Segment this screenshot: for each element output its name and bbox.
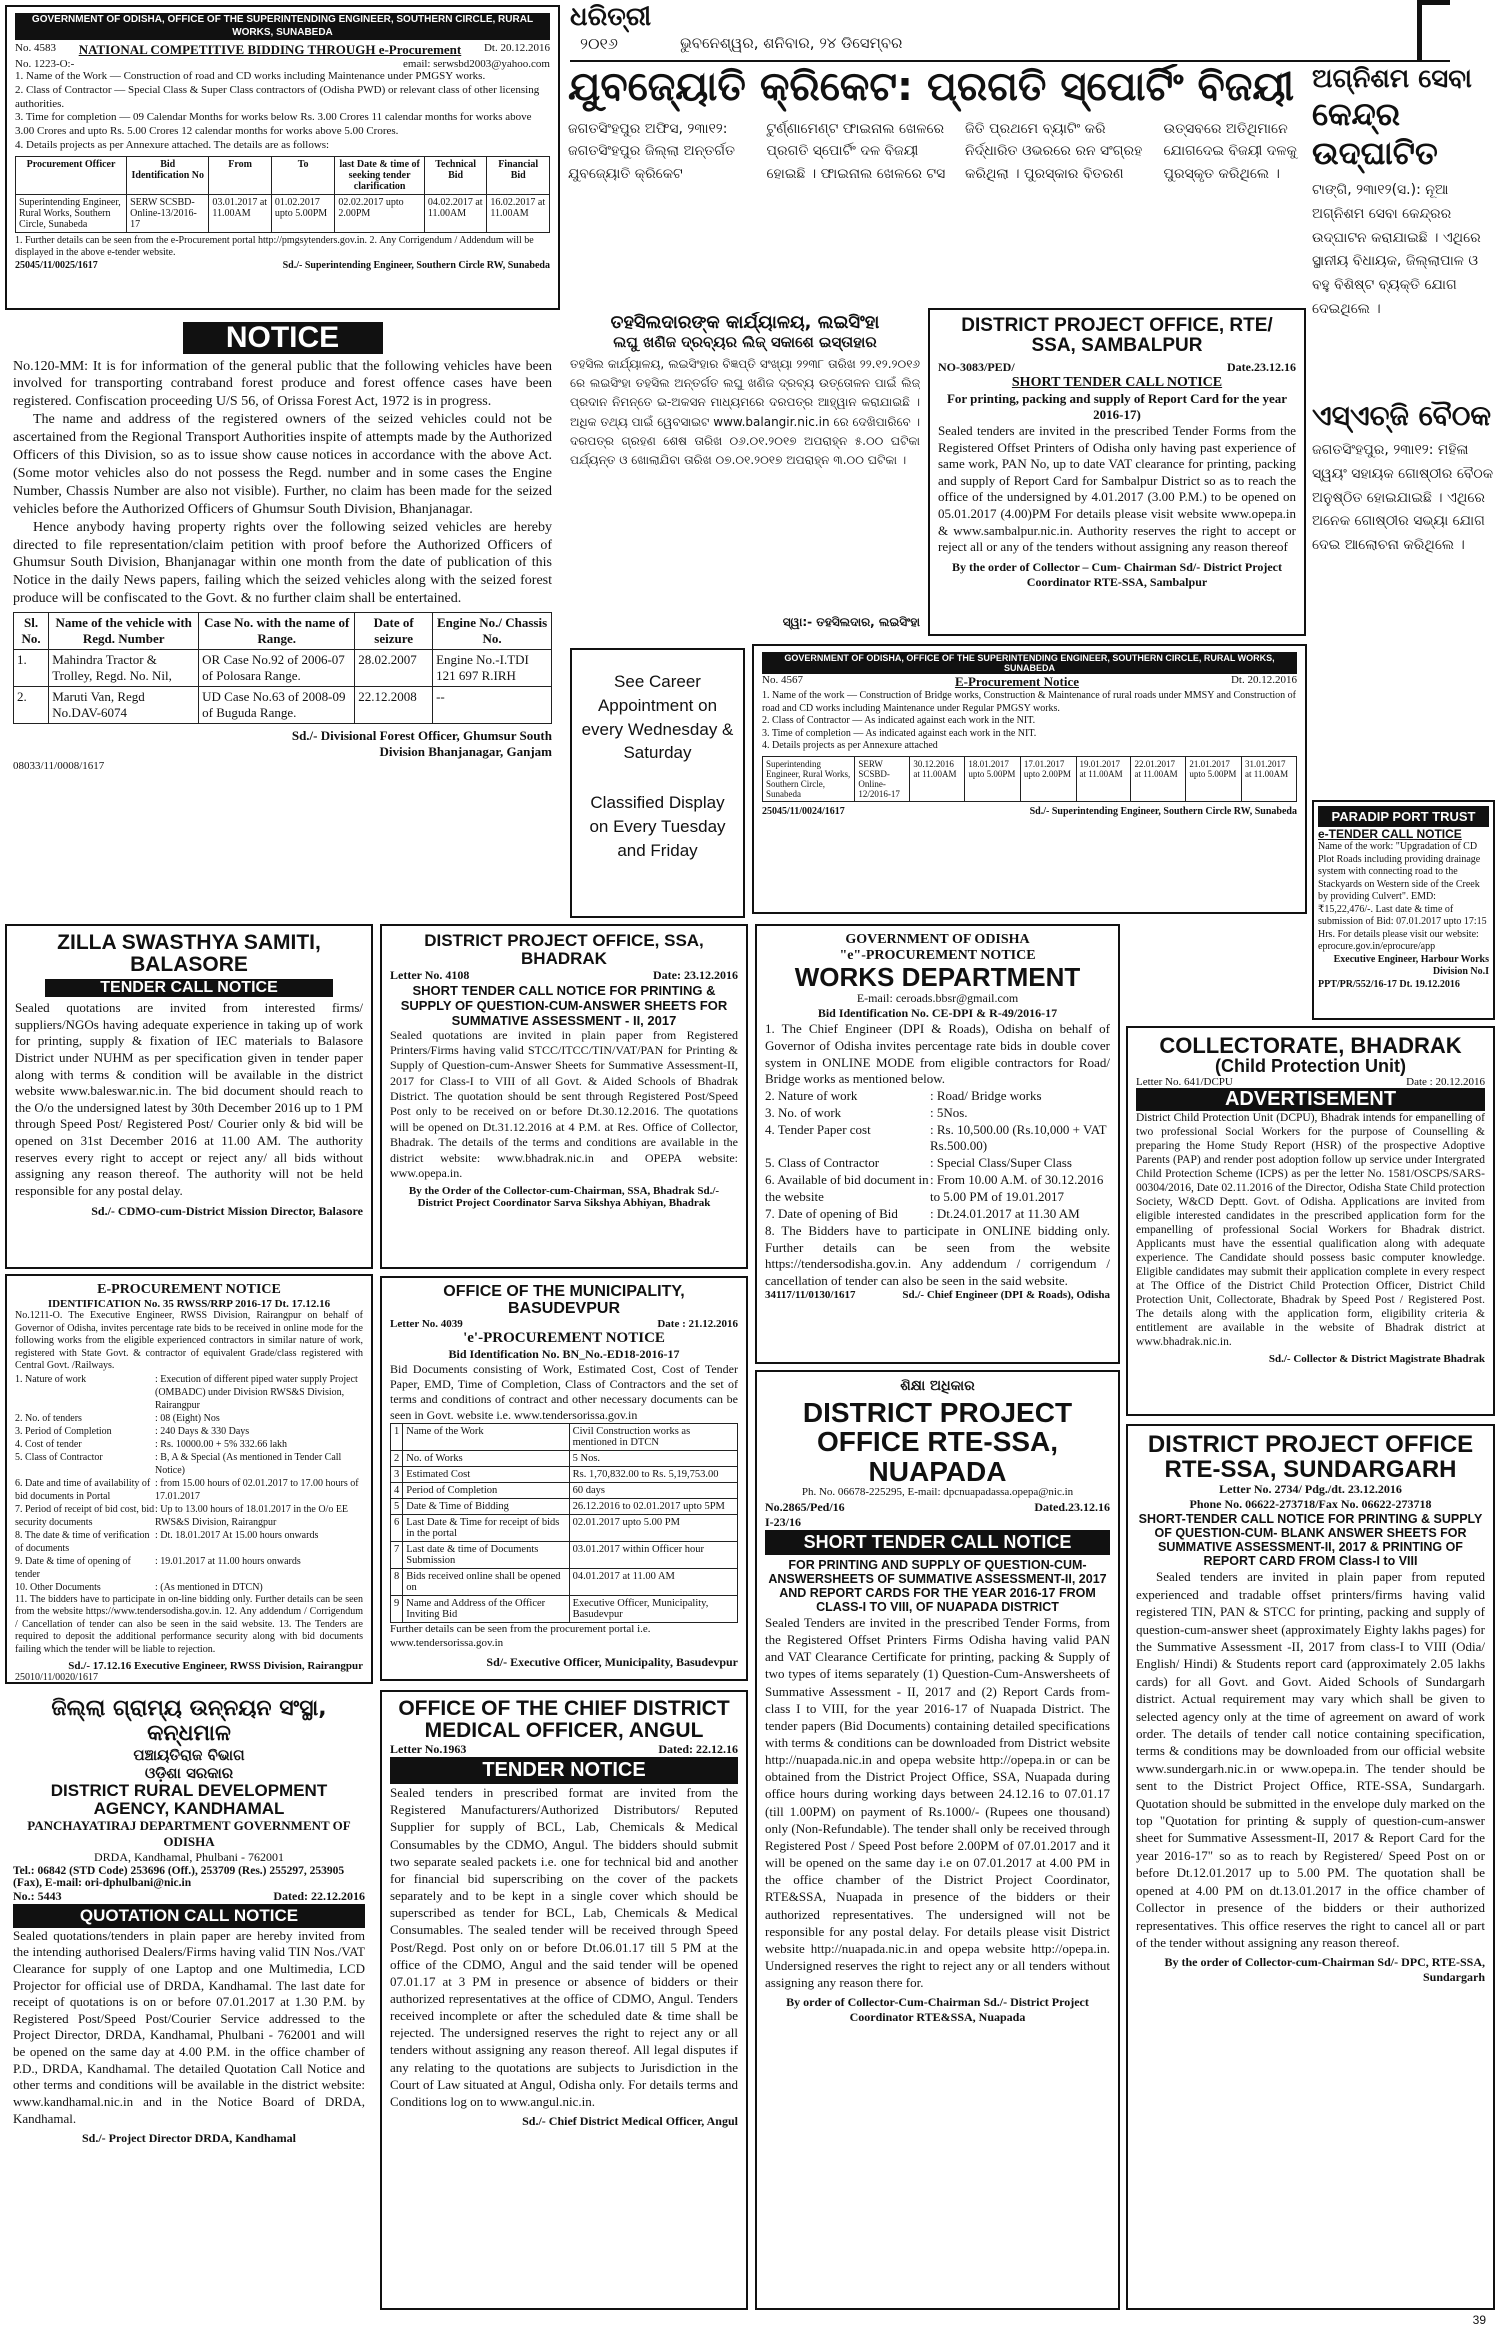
kandhamal-odia-1: ଜିଲ୍ଲା ଗ୍ରାମ୍ୟ ଉନ୍ନୟନ ସଂସ୍ଥା, କନ୍ଧମାଳ (51, 1696, 327, 1746)
rwss-spec: 1. Nature of work : Execution of different piped water supply Project (OMBADC) under Division RWS&S Division, Rairangpur (15, 1373, 358, 1411)
works-spec: 6. Available of bid document in the website : From 10.00 A.M. of 30.12.2016 to 5.00 PM of 19.01.2017 (765, 1172, 1104, 1205)
works-dept-notice (755, 924, 1120, 1364)
bridge-title: E-Procurement Notice (954, 674, 1079, 689)
basudevpur-bid: Bid Identification No. BN_No.-ED18-2016-17 (448, 1346, 680, 1361)
sambalpur-title: DISTRICT PROJECT OFFICE, RTE/ SSA, SAMBALPUR (961, 315, 1273, 356)
rwss-spec: 5. Class of Contractor : B, A & Special (As mentioned in Tender Call Notice) (15, 1451, 342, 1476)
balasore-sig: Sd./- CDMO-cum-District Mission Director, Balasore (91, 1203, 363, 1218)
nuapada-date: Dated.23.12.16 (1034, 1499, 1110, 1514)
tahasil-subtitle: ଲଘୁ ଖଣିଜ ଦ୍ରବ୍ୟର ଲିଜ୍ ସକାଶେ ଇସ୍ତାହାର (613, 333, 877, 351)
career-box (570, 648, 745, 918)
ncb-cell: 01.02.2017 upto 5.00PM (271, 194, 334, 232)
page-number: 39 (1472, 2313, 1486, 2327)
ncb-cell: Superintending Engineer, Rural Works, Southern Circle, Sunabeda (16, 194, 127, 232)
bridge-cell: 21.01.2017 upto 5.00PM (1186, 756, 1242, 801)
works-bid: Bid Identification No. CE-DPI & R-49/2016-17 (817, 1006, 1058, 1021)
shg-body: ଜଗତସିଂହପୁର, ୨୩ା୧୨: ମହିଳା ସ୍ୱୟଂ ସହାୟକ ଗୋଷ୍ଠୀର ବୈଠକ ଅନୁଷ୍ଠିତ ହୋଇଯାଇଛି । ଏଥିରେ ଅନେକ ଗୋଷ୍ଠୀର ସଭ୍ୟା ଯୋଗ ଦେଇ ଆଲୋଚନା କରିଥିଲେ । (1312, 442, 1494, 554)
kandhamal-tel: Tel.: 06842 (STD Code) 253696 (Off.), 253709 (Res.) 255297, 253905 (Fax), E-mail: ori-dphulbani@nic.in (13, 1864, 345, 1889)
collectorate-notice (1126, 1026, 1495, 1416)
basudevpur-title: OFFICE OF THE MUNICIPALITY, BASUDEVPUR (443, 1283, 685, 1317)
cricket-headline: ଯୁବଜ୍ୟୋତି କ୍ରିକେଟ: ପ୍ରଗତି ସ୍ପୋର୍ଟିଂ ବିଜୟୀ (568, 64, 1295, 110)
forest-col: Date of seizure (355, 613, 433, 650)
masthead (570, 0, 1450, 62)
tahasil-notice (570, 312, 920, 642)
rwss-notes: 11. The bidders have to participate in on-line bidding only. Further details can be seen from the website https://www.tendersodisha.gov.in. 12. Any addendum / Corrigendum / Cancellation of tender can also be seen in the said website. 13. The Tenders are required to deposit the additional performance security along with bid documents failing which the tender will be liable to rejection. (15, 1593, 363, 1655)
bridge-cell: SERW SCSBD-Online-12/2016-17 (855, 756, 910, 801)
bridge-code: 25045/11/0024/1617 (762, 805, 845, 817)
nuapada-sig: By order of Collector-Cum-Chairman Sd./- District Project Coordinator RTE&SSA, Nuapada (786, 1995, 1089, 2025)
works-title: WORKS DEPARTMENT (794, 962, 1081, 992)
balasore-body: Sealed quotations are invited from interested firms/ suppliers/NGOs having adequate experience in taking up of work for printing, supply & fixation of IEC materials to Balasore District under NUHM as per specification given in tender paper along with terms & condition will be available in the district website www.baleswar.nic.in. The bid document should reach to the O/o the undersigned latest by 30th December 2016 up to 1 PM through Speed Post/ Registered Post/ Courier only & bid will be opened on 31st December 2016 at 11.00 AM. The authority reserves every right to accept or reject any/ all bids without assigning any reason thereof. The authority will not be held responsible for any postal delay. (15, 1000, 363, 1198)
rwss-spec: 4. Cost of tender : Rs. 10000.00 + 5% 332.66 lakh (15, 1438, 288, 1450)
balasore-title: ZILLA SWASTHYA SAMITI, BALASORE (57, 931, 321, 977)
sundargarh-ph: Phone No. 06622-273718/Fax No. 06622-273718 (1189, 1497, 1432, 1512)
bridge-cell: 30.12.2016 at 11.00AM (910, 756, 965, 801)
collectorate-sub: (Child Protection Unit) (1215, 1056, 1406, 1077)
nuapada-logo: ଶିକ୍ଷା ଅଧିକାର (900, 1378, 975, 1394)
nuapada-title: DISTRICT PROJECT OFFICE RTE-SSA, NUAPADA (802, 1397, 1073, 1487)
rwss-id: IDENTIFICATION No. 35 RWSS/RRP 2016-17 Dt. 17.12.16 (47, 1298, 331, 1310)
kandhamal-odia-3: ଓଡ଼ିଶା ସରକାର (144, 1764, 234, 1782)
paradip-title: PARADIP PORT TRUST (1318, 806, 1489, 827)
forest-notice-p1: No.120-MM: It is for information of the general public that the following vehicles have been involved for transporting contraband forest produce and forest offence cases have been registered. Confiscation proceeding U/S 56, of Orissa Forest Act, 1972 is in progress. (13, 358, 552, 410)
rwss-spec: 9. Date & time of opening of tender : 19.01.2017 at 11.00 hours onwards (15, 1555, 301, 1580)
table-row: 2 No. of Works 5 Nos. (391, 1451, 738, 1467)
bridge-line: 1. Name of the work — Construction of Bridge works, Construction & Maintenance of rural roads under MMSY and Construction of road and CD works including Maintenance under Regular PMGSY works. (762, 690, 1296, 714)
rwss-spec: 7. Period of receipt of bid cost, bid security documents : Up to 13.00 hours of 18.01.2017 in the O/o EE RWS&S Division, Rairangpur (15, 1503, 349, 1528)
bridge-eproc-notice (752, 644, 1307, 914)
angul-notice (380, 1690, 748, 2310)
bhadrak-ssa-title: DISTRICT PROJECT OFFICE, SSA, BHADRAK (424, 931, 704, 968)
ncb-meta (15, 42, 550, 58)
forest-notice-p2: The name and address of the registered owners of the seized vehicles could not be ascertained from the Regional Transport Authorities inspite of attempts made by the Authorized Officers of this Division, so as to issue show cause notices in accordance with the above Act. (Some motor vehicles also do not possess the Regd. number and in some cases the Engine Number, Chassis Number are also not visible). Further, no claim has been made for the seized vehicles before the Authorized Officers of Ghumsur South Division, Bhanjanagar. (13, 412, 552, 517)
bridge-cell: 17.01.2017 upto 2.00PM (1020, 756, 1076, 801)
forest-cell: 2. (14, 687, 49, 724)
paradip-sub: e-TENDER CALL NOTICE (1318, 827, 1462, 841)
bridge-line: 3. Time of completion — As indicated against each work in the NIT. (762, 727, 1037, 739)
ncb-date: Dt. 20.12.2016 (483, 42, 550, 54)
collectorate-date: Date : 20.12.2016 (1406, 1075, 1485, 1088)
rwss-spec: 3. Period of Completion : 240 Days & 330 Days (15, 1425, 250, 1437)
works-h1: GOVERNMENT OF ODISHA (845, 932, 1030, 947)
sundargarh-notice (1126, 1424, 1495, 2310)
forest-cell: Engine No.-I.TDI 121 697 R.IRH (433, 650, 552, 687)
table-row: 3 Estimated Cost Rs. 1,70,832.00 to Rs. 5,19,753.00 (391, 1467, 738, 1483)
angul-title: OFFICE OF THE CHIEF DISTRICT MEDICAL OFFICER, ANGUL (398, 1697, 730, 1743)
forest-cell: 28.02.2007 (355, 650, 433, 687)
collectorate-title: COLLECTORATE, BHADRAK (1159, 1033, 1462, 1058)
sambalpur-sig: By the order of Collector – Cum- Chairman Sd/- District Project Coordinator RTE-SSA, Sambalpur (952, 559, 1282, 589)
fire-article (1312, 64, 1495, 794)
nuapada-ref: I-23/16 (765, 1514, 801, 1529)
basudevpur-date: Date : 21.12.2016 (657, 1317, 738, 1330)
ncb-cell: 02.02.2017 upto 2.00PM (335, 194, 424, 232)
collectorate-body: District Child Protection Unit (DCPU), Bhadrak intends for empanelling of two professional Social Workers for the purpose of Counselling & preparing the Home Study Report (HSR) of the prospective Adoptive Parents (PAP) and render post adoption follow up service under Intergrated Child Protection Scheme (ICPS) as per the letter No. 1581/OSCPS/SARS-00304/2016, Date 02.11.2016 of the Director, Odisha State Child protection Society, W&CD Deptt. Govt. of Odisha. Applications are invited from eligible interested candidates in the prescribed application form for the empanelling of professional Social Workers for Bhadrak district. Applicants must have the essential qualification along with adequate experience. The Candidate should possess basic computer knowledge. Eligible candidates may submit their application complete in every respect at The Office of the District Child Protection Officer, District Child Protection Unit, Collectorate, Bhadrak by Speed Post / Registered Post. The details along with the application form, eligibility criteria & entitlement are available in the website of Bhadrak district at www.bhadrak.nic.in. (1136, 1111, 1485, 1349)
bridge-line: 4. Details projects as per Annexure attached (762, 740, 938, 751)
basudevpur-table (390, 1423, 738, 1623)
table-row (14, 687, 552, 724)
rwss-spec: 8. The date & time of verification of documents : Dt. 18.01.2017 At 15.00 hours onwards (15, 1529, 319, 1554)
works-email: E-mail: ceroads.bbsr@gmail.com (856, 991, 1019, 1006)
forest-col: Name of the vehicle with Regd. Number (49, 613, 199, 650)
fire-title: ଅଗ୍ନିଶମ ସେବା (1312, 64, 1472, 94)
collectorate-adv: ADVERTISEMENT (1136, 1088, 1485, 1111)
fire-title-2: କେନ୍ଦ୍ର ଉଦ୍‌ଘାଟିତ (1312, 95, 1438, 172)
bridge-cell: Superintending Engineer, Rural Works, Southern Circle, Sunabeda (763, 756, 855, 801)
bridge-no: No. 4567 (762, 674, 803, 686)
angul-sub: TENDER NOTICE (390, 1757, 738, 1784)
works-h2: "e"-PROCUREMENT NOTICE (839, 948, 1036, 963)
kandhamal-title: DISTRICT RURAL DEVELOPMENT AGENCY, KANDHAMAL (50, 1781, 328, 1818)
kandhamal-dept: PANCHAYATIRAJ DEPARTMENT GOVERNMENT OF ODISHA (27, 1817, 351, 1849)
tahasil-sig: ସ୍ୱା:- ତହସିଲଦାର, ଲଇସିଂହା (782, 615, 920, 629)
bridge-date: Dt. 20.12.2016 (1230, 674, 1297, 686)
ncb-sig: Sd./- Superintending Engineer, Southern Circle RW, Sunabeda (282, 259, 550, 271)
works-code: 34117/11/0130/1617 (765, 1289, 856, 1302)
ncb-col: From (209, 156, 272, 194)
bhadrak-ssa-no: Letter No. 4108 (390, 967, 470, 982)
kandhamal-odia-2: ପଞ୍ଚାୟତିରାଜ ବିଭାଗ (133, 1746, 245, 1764)
paradip-code: PPT/PR/552/16-17 Dt. 19.12.2016 (1318, 978, 1460, 990)
paradip-sig: Executive Engineer, Harbour Works Division No.I (1333, 953, 1489, 977)
kandhamal-sub: QUOTATION CALL NOTICE (13, 1904, 365, 1928)
basudevpur-foot: Further details can be seen from the procurement portal i.e. www.tendersorissa.gov.in (390, 1623, 651, 1649)
nuapada-body: Sealed Tenders are invited in the prescribed Tender Forms, from the Registered Offset Printers Firms Odisha having valid PAN and VAT Clearance Certificate for printing, packing & Supply of two types of items separately (1) Question-Cum-Answersheets of Summative Assessment - II, 2017 and (2) Report Cards from-class I to VIII, for the year 2016-17 of Nuapada District. The tender papers (Bid Documents) containing detailed specifications with terms & conditions can be downloaded from District website http://nuapada.nic.in and opepa website http://opepa.in or can be obtained from the District Project Office, SSA, Nuapada during office hours during working days between 24.12.16 to 07.01.17 (till 1.00PM) on payment of Rs.1000/- (Rupees one thousand) only (Non-Refundable). The tender shall only be received through Registered Post / Speed Post before 2.00PM of 07.01.2017 and it will be opened on the same day i.e on 07.01.2017 at 4.00 PM in the office chamber of the District Project Coordinator, RTE&SSA, Nuapada in presence of the bidders or their authorized representatives. The undersigned will not be responsible for any postal delay. For details please visit District website http://nuapada.nic.in and opepa website http://opepa.in. Undersigned reserves the right to reject any or all tenders without assigning any reason there for. (765, 1614, 1110, 1991)
sundargarh-sig: By the order of Collector-cum-Chairman Sd/- DPC, RTE-SSA, Sundargarh (1164, 1955, 1485, 1985)
forest-col: Case No. with the name of Range. (199, 613, 355, 650)
table-row: 6 Last Date & Time for receipt of bids in the portal 02.01.2017 upto 5.00 PM (391, 1515, 738, 1542)
ncb-code: 25045/11/0025/1617 (15, 259, 98, 271)
angul-no: Letter No.1963 (390, 1742, 467, 1757)
ncb-email: email: serwsbd2003@yahoo.com (403, 58, 550, 70)
career-line-2: Classified Display on Every Tuesday and Friday (589, 793, 726, 860)
ncb-col: Financial Bid (487, 156, 550, 194)
ncb-col: Technical Bid (424, 156, 487, 194)
bridge-cell: 22.01.2017 at 11.00AM (1131, 756, 1186, 801)
basudevpur-no: Letter No. 4039 (390, 1317, 463, 1330)
forest-cell: -- (433, 687, 552, 724)
forest-notice (5, 316, 560, 916)
nuapada-sub: SHORT TENDER CALL NOTICE (765, 1530, 1110, 1555)
forest-vehicle-table (13, 612, 552, 724)
works-p1: 1. The Chief Engineer (DPI & Roads), Odisha on behalf of Governor of Odisha invites percentage rate bids in double cover system in ONLINE MODE from eligible contractors for Road/ Bridge works as mentioned below. (765, 1021, 1110, 1087)
table-row: 8 Bids received online shall be opened on 04.01.2017 at 11.00 AM (391, 1569, 738, 1596)
rwss-title: E-PROCUREMENT NOTICE (97, 1282, 281, 1297)
bhadrak-ssa-date: Date: 23.12.2016 (653, 967, 738, 982)
fire-body: ଟାଙ୍ଗି, ୨୩ା୧୨(ସ.): ନୂଆ ଅଗ୍ନିଶମ ସେବା କେନ୍ଦ୍ରର ଉଦ୍‌ଘାଟନ କରାଯାଇଛି । ଏଥିରେ ସ୍ଥାନୀୟ ବିଧାୟକ, ଜିଲ୍ଲାପାଳ ଓ ବହୁ ବିଶିଷ୍ଟ ବ୍ୟକ୍ତି ଯୋଗ ଦେଇଥିଲେ । (1312, 182, 1481, 317)
kandhamal-sig: Sd./- Project Director DRDA, Kandhamal (82, 2131, 296, 2146)
ncb-cell: 03.01.2017 at 11.00AM (209, 194, 272, 232)
bhadrak-ssa-notice (380, 924, 748, 1269)
forest-col: Sl. No. (14, 613, 49, 650)
rwss-code: 25010/11/0020/1617 (15, 1672, 98, 1683)
ncb-cell: 04.02.2017 at 11.00AM (424, 194, 487, 232)
bhadrak-ssa-body: Sealed quotations are invited in plain paper from Registered Printers/Firms having valid STCC/ITCC/TIN/VAT/PAN for Printing & Supply of Question-cum-Answer Sheets for Summative Assessment-II, 2017 for Class-I to VIII of all Govt. & Aided Schools of Bhadrak District. The quotation should be sent through Registered Post/Speed Post only to be received on or before Dt.30.12.2016. The quotations will be opened on Dt.31.12.2016 at 4 P.M. at Res. Office of Collector, Bhadrak. The details of the terms and conditions are available in the district website: www.bhadrak.nic.in and OPEPA website: www.opepa.in. (390, 1027, 738, 1180)
dateline: ଭୁବନେଶ୍ୱର, ଶନିବାର, ୨୪ ଡିସେମ୍ବର (680, 34, 903, 52)
ncb-item: 3. Time for completion — 09 Calendar Months for works below Rs. 3.00 Crores 11 calendar months for works above 3.00 Crores and upto Rs. 5.00 Crores 12 calendar months for works above 5.00 Crores. (15, 111, 532, 137)
ncb-item: 1. Name of the Work — Construction of road and CD works including Maintenance under PMGSY works. (15, 70, 486, 82)
ncb-cell: 16.02.2017 at 11.00AM (487, 194, 550, 232)
ncb-foot: 1. Further details can be seen from the e-Procurement portal http://pmgsytenders.gov.in. 2. Any Corrigendum / Addendum will be displayed in the above e-tender website. (15, 234, 534, 258)
bridge-cell: 19.01.2017 at 11.00AM (1076, 756, 1131, 801)
ncb-sub: No. 1223-O:- (15, 58, 75, 70)
basudevpur-sub: 'e'-PROCUREMENT NOTICE (463, 1329, 665, 1346)
bridge-cell: 18.01.2017 upto 5.00PM (965, 756, 1021, 801)
forest-cell: 1. (14, 650, 49, 687)
basudevpur-intro: Bid Documents consisting of Work, Estimated Cost, Cost of Tender Paper, EMD, Time of Completion, Class of Contractors and the set of terms and conditions of contract and other necessary documents can be seen in Govt. website i.e. www.tendersorissa.gov.in (390, 1361, 738, 1422)
bhadrak-ssa-sub: SHORT TENDER CALL NOTICE FOR PRINTING & SUPPLY OF QUESTION-CUM-ANSWER SHEETS FOR SUMMATIVE ASSESSMENT - II, 2017 (400, 982, 728, 1028)
ncb-title: NATIONAL COMPETITIVE BIDDING THROUGH e-Procurement (78, 42, 462, 57)
sambalpur-sub: SHORT TENDER CALL NOTICE (1011, 374, 1223, 390)
rwss-spec: 6. Date and time of availability of bid documents in Portal : from 15.00 hours of 02.01.2017 to 17.00 hours of 17.01.2017 (15, 1477, 359, 1502)
collectorate-no: Letter No. 641/DCPU (1136, 1075, 1233, 1088)
kandhamal-date: Dated: 22.12.2016 (273, 1888, 365, 1903)
ncb-col: last Date & time of seeking tender clarification (335, 156, 424, 194)
works-spec: 5. Class of Contractor : Special Class/Super Class (765, 1155, 1072, 1171)
ncb-cell: SERW SCSBD-Online-13/2016-17 (127, 194, 209, 232)
table-row: 4 Period of Completion 60 days (391, 1483, 738, 1499)
table-row: 5 Date & Time of Bidding 26.12.2016 to 02.01.2017 upto 5PM (391, 1499, 738, 1515)
bridge-line: 2. Class of Contractor — As indicated against each work in the NIT. (762, 715, 1036, 726)
forest-cell: 22.12.2008 (355, 687, 433, 724)
ncb-header: GOVERNMENT OF ODISHA, OFFICE OF THE SUPERINTENDING ENGINEER, SOUTHERN CIRCLE, RURAL WORKS, SUNABEDA (15, 13, 550, 40)
table-row: 7 Last date & time of Documents Submission 03.01.2017 within Officer hour (391, 1542, 738, 1569)
paradip-notice (1312, 800, 1495, 1020)
works-sig: Sd./- Chief Engineer (DPI & Roads), Odisha (902, 1289, 1110, 1302)
sambalpur-date: Date.23.12.16 (1227, 359, 1296, 374)
cricket-article (568, 64, 1348, 304)
shg-title: ଏସ୍‌ଏଚ୍‌ଜି ବୈଠକ (1312, 399, 1492, 432)
ncb-col: Procurement Officer (16, 156, 127, 194)
paradip-body: Name of the work: "Upgradation of CD Plot Roads including providing drainage system with connecting road to the Stackyards on Western side of the Creek by providing Culvert". EMD: ₹15,22,476/-. Last date & time of submission of Bid: 07.01.2017 upto 17:15 Hrs. For details please visit our website: eprocure.gov.in/eprocure/app (1318, 841, 1487, 952)
nuapada-notice (755, 1370, 1120, 2310)
angul-sig: Sd./- Chief District Medical Officer, Angul (522, 2114, 738, 2129)
kandhamal-body: Sealed quotations/tenders in plain paper are hereby invited from the intending authorised Dealers/Firms having valid TIN Nos./VAT Clearance for supply of one Laptop and one Multimedia, LCD Projector for official use of DRDA, Kandhamal. The last date for receipt of quotations is on or before 07.01.2017 at 1.30 P.M. by Registered Post/Speed Post/Courier Service addressed to the Project Director, DRDA, Kandhamal, Phulbani - 762001 and will be opened on the same day at 4.00 P.M. in the office chamber of P.D., DRDA, Kandhamal. The detailed Quotation Call Notice and other terms and conditions will be available in the district website: www.kandhamal.nic.in and in the Notice Board of DRDA, Kandhamal. (13, 1927, 365, 2126)
angul-body: Sealed tenders in prescribed format are invited from the Registered Manufacturers/Authorized Distributors/ Reputed Supplier for supply of BCL, Lab, Chemicals & Medical Consumables by the CDMO, Angul. The bidders should submit two separate sealed packets i.e. one for technical bid and another for financial bid superscribing on the cover of the packets separately and to be kept in a single cover which should be superscribed as tender for BCL, Lab, Chemicals & Medical Consumables. The sealed tender will be received through Speed Post/Regd. Post only on or before Dt.06.01.17 till 5 PM at the office of the CDMO, Angul and the said tender will be opened 07.01.17 at 3 PM in presence or absence of bidders or their authorized representatives at the office of CDMO, Angul. Tenders received incomplete or after the scheduled date & time shall be rejected. The undersigned reserves the right to reject any or all tenders without assigning any reason thereof. All legal disputes if any relating to the quotations are subjects to Jurisdiction in the Court of Law situated at Angul, Odisha only. For details terms and Conditions log on to www.angul.nic.in. (390, 1785, 738, 2109)
basudevpur-notice (380, 1276, 748, 1681)
tahasil-body: ତହସିଲ କାର୍ଯ୍ୟାଳୟ, ଲଇସିଂହାର ବିଜ୍ଞପ୍ତି ସଂଖ୍ୟା ୨୨୩୮ ତାରିଖ ୨୨.୧୨.୨୦୧୬ ରେ ଲଇସିଂହା ତହସିଲ ଅନ୍ତର୍ଗତ ଲଘୁ ଖଣିଜ ଦ୍ରବ୍ୟ ଉତ୍ତୋଳନ ପାଇଁ ଲିଜ୍ ପ୍ରଦାନ ନିମନ୍ତେ ଇ-ଅକସନ ମାଧ୍ୟମରେ ଦରପତ୍ର ଆହ୍ୱାନ କରାଯାଇଛି । ଅଧିକ ତଥ୍ୟ ପାଇଁ ୱେବସାଇଟ www.balangir.nic.in ରେ ଦେଖିପାରିବେ । ଦରପତ୍ର ଗ୍ରହଣ ଶେଷ ତାରିଖ ୦୬.୦୧.୨୦୧୭ ଅପରାହ୍ନ ୫.୦୦ ଘଟିକା ପର୍ଯ୍ୟନ୍ତ ଓ ଖୋଲାଯିବା ତାରିଖ ୦୭.୦୧.୨୦୧୭ ଅପରାହ୍ନ ୩.୦୦ ଘଟିକା । (570, 357, 920, 467)
basudevpur-sig: Sd/- Executive Officer, Municipality, Basudevpur (486, 1654, 738, 1669)
sundargarh-sub: SHORT-TENDER CALL NOTICE FOR PRINTING & SUPPLY OF QUESTION-CUM- BLANK ANSWER SHEETS FOR SUMMATIVE ASSESSMENT-II, 2017 & PRINTING OF REPORT CARD FROM Class-I to VIII (1138, 1512, 1483, 1569)
forest-cell: OR Case No.92 of 2006-07 of Polosara Range. (199, 650, 355, 687)
page-marker (1417, 0, 1450, 61)
works-spec: 3. No. of work : 5Nos. (765, 1104, 968, 1120)
paper-year: ୨୦୧୬ (580, 34, 618, 53)
bridge-table (762, 756, 1297, 802)
works-spec: 7. Date of opening of Bid : Dt.24.01.2017 at 11.30 AM (765, 1206, 1080, 1222)
balasore-notice (5, 924, 373, 1269)
bridge-sig: Sd./- Superintending Engineer, Southern Circle RW, Sunabeda (1029, 805, 1297, 817)
forest-cell: Maruti Van, Regd No.DAV-6074 (49, 687, 199, 724)
works-spec: 4. Tender Paper cost : Rs. 10,500.00 (Rs.10,000 + VAT Rs.500.00) (765, 1121, 1107, 1154)
ncb-item: 2. Class of Contractor — Special Class & Super Class contractors of (Odisha PWD) or relevant class of other licensing authorities. (15, 83, 540, 110)
sundargarh-no: Letter No. 2734/ Pdg./dt. 23.12.2016 (1219, 1482, 1402, 1497)
cricket-body: ଜଗତସିଂହପୁର ଅଫିସ, ୨୩ା୧୨: ଜଗତସିଂହପୁର ଜିଲ୍ଲା ଅନ୍ତର୍ଗତ ଯୁବଜ୍ୟୋତି କ୍ରିକେଟ ଟୁର୍ଣ୍ଣାମେଣ୍ଟ ଫାଇନାଲ ଖେଳରେ ପ୍ରଗତି ସ୍ପୋର୍ଟିଂ ଦଳ ବିଜୟୀ ହୋଇଛି । ଫାଇନାଲ ଖେଳରେ ଟସ ଜିତି ପ୍ରଥମେ ବ୍ୟାଟିଂ କରି ନିର୍ଦ୍ଧାରିତ ଓଭରରେ ରନ ସଂଗ୍ରହ କରିଥିଲା । ପୁରସ୍କାର ବିତରଣ ଉତ୍ସବରେ ଅତିଥିମାନେ ଯୋଗଦେଇ ବିଜୟୀ ଦଳକୁ ପୁରସ୍କୃତ କରିଥିଲେ । (568, 121, 1297, 182)
ncb-table (15, 156, 550, 233)
bridge-cell: 31.01.2017 at 11.00AM (1241, 756, 1296, 801)
forest-cell: UD Case No.63 of 2008-09 of Buguda Range. (199, 687, 355, 724)
nuapada-no: No.2865/Ped/16 (765, 1499, 845, 1514)
bridge-header: GOVERNMENT OF ODISHA, OFFICE OF THE SUPERINTENDING ENGINEER, SOUTHERN CIRCLE, RURAL WORKS, SUNABEDA (762, 652, 1297, 674)
rwss-spec: 10. Other Documents : (As mentioned in DTCN) (15, 1581, 263, 1593)
nuapada-ph: Ph. No. 06678-225295, E-mail: dpcnuapadassa.opepa@nic.in (801, 1486, 1074, 1499)
table-row: 9 Name and Address of the Officer Inviting Bid Executive Officer, Municipality, Basudevpur (391, 1596, 738, 1623)
forest-notice-title: NOTICE (183, 322, 383, 354)
sundargarh-title: DISTRICT PROJECT OFFICE RTE-SSA, SUNDARGARH (1147, 1431, 1474, 1484)
forest-notice-code: 08033/11/0008/1617 (13, 760, 105, 773)
ncb-item: 4. Details projects as per Annexure attached. The details are as follows: (15, 138, 330, 151)
works-p2: 8. The Bidders have to participate in ONLINE bidding only. Further details can be seen from the website https://tendersodisha.gov.in. Any addendum / corrigendum / cancellation of tender can also be seen in the said website. (765, 1222, 1110, 1288)
kandhamal-notice (5, 1690, 373, 2310)
tahasil-title: ତହସିଲଦାରଙ୍କ କାର୍ଯ୍ୟାଳୟ, ଲଇସିଂହା (610, 312, 880, 333)
table-row: 1 Name of the Work Civil Construction works as mentioned in DTCN (391, 1424, 738, 1451)
ncb-col: To (271, 156, 334, 194)
kandhamal-no: No.: 5443 (13, 1888, 62, 1903)
sambalpur-notice (928, 308, 1306, 636)
sundargarh-body: Sealed tenders are invited in plain paper from reputed experienced and tradable offset printers/firms having valid registered TIN, PAN & STCC for printing, packing and supply of question-cum-answer sheet (approximately Eighty lakhs pages) for the Summative Assessment -II, 2017 from class-I to VIII (Odia/ English/ Hindi) & Students report card (approximately 2.05 lakhs cards) for all Govt. and Govt. Aided Schools of Sundargarh district. Actual requirement may vary which shall be given to selected agency only at the time of agreement on award of work order. The details of tender call notice containing specification, terms & conditions may be downloaded from our official website www.sundergarh.nic.in or www.opepa.in. The tender should be sent to the District Project Office, RTE-SSA, Sundargarh. Quotation should be submitted in the envelope duly marked on the top "Quotation for printing & supply of question-cum-answer sheet for Summative Assessment-II, 2017 & Report Card for the year 2016-17" so as to reach by Registered/ Speed Post on or before Dt.12.01.2017 up to 5.00 PM. The quotation shall be opened at 4.00 PM on dt.13.01.2017 in the office chamber of Collector in presence of the bidders or their authorized representatives. This office reserves the right to cancel all or part of the tender without assigning any reason thereof. (1136, 1569, 1485, 1950)
ncb-notice (5, 5, 560, 310)
works-spec: 2. Nature of work : Road/ Bridge works (765, 1087, 1042, 1103)
bhadrak-ssa-sig: By the Order of the Collector-cum-Chairman, SSA, Bhadrak Sd./- District Project Coordinator Sarva Sikshya Abhiyan, Bhadrak (408, 1185, 720, 1210)
rwss-intro: No.1211-O. The Executive Engineer, RWSS Division, Rairangpur on behalf of Governor of Odisha, invites percentage rate bids to be received in online mode for the following works from the eligible experienced contractors in similar nature of work, registered with State Govt. & contractor of equivalent Grade/class registered with Central Govt. /Railways. (15, 1310, 363, 1371)
paper-name: ଧରିତ୍ରୀ (570, 2, 652, 32)
rwss-sig: Sd./- 17.12.16 Executive Engineer, RWSS Division, Rairangpur (68, 1660, 363, 1672)
sambalpur-body: Sealed tenders are invited in the prescribed Tender Forms from the Registered Offset Printers of Odisha only having past experience of same work, PAN No, up to date VAT clearance for printing, packing and supply of Report Card for Sambalpur District so as to reach the office of the undersigned by 4.01.2017 (3.00 P.M.) to be opened on 05.01.2017 (4.00)PM For details please visit website www.opepa.in & www.sambalpur.nic.in. Authority reserves the right to accept or reject all or any of the tenders without assigning any reason thereof (938, 422, 1296, 555)
angul-date: Dated: 22.12.16 (658, 1742, 738, 1757)
table-row (14, 650, 552, 687)
rwss-notice (5, 1274, 373, 1684)
forest-notice-sig: Sd./- Divisional Forest Officer, Ghumsur South Division Bhanjanagar, Ganjam (291, 728, 552, 760)
kandhamal-addr: DRDA, Kandhamal, Phulbani - 762001 (94, 1849, 284, 1864)
forest-cell: Mahindra Tractor & Trolley, Regd. No. Nil, (49, 650, 199, 687)
career-line-1: See Career Appointment on every Wednesday & Saturday (581, 672, 734, 763)
forest-notice-p3: Hence anybody having property rights over the following seized vehicles are hereby directed to file representation/claim petition with proof before the Authorized Officers of Ghumsur South Division, Bhanjanagar within one month from the date of publication of this Notice in the daily News papers, failing which the seized vehicles along with the seized forest produce will be confiscated to the Govt. & no further claim shall be entertained. (13, 519, 552, 607)
sambalpur-no: NO-3083/PED/ (938, 359, 1015, 374)
ncb-col: Bid Identification No (127, 156, 209, 194)
rwss-spec: 2. No. of tenders : 08 (Eight) Nos (15, 1412, 220, 1424)
balasore-sub: TENDER CALL NOTICE (45, 979, 333, 997)
nuapada-sub2: FOR PRINTING AND SUPPLY OF QUESTION-CUM-ANSWERSHEETS OF SUMMATIVE ASSESSMENT-II, 2017 AND REPORT CARDS FOR THE YEAR 2016-17 FROM CLASS-I TO VIII, OF NUAPADA DISTRICT (768, 1557, 1107, 1614)
ncb-no: No. 4583 (15, 42, 56, 54)
sambalpur-sub2: For printing, packing and supply of Report Card for the year 2016-17) (946, 390, 1288, 422)
collectorate-sig: Sd./- Collector & District Magistrate Bhadrak (1268, 1353, 1485, 1366)
forest-col: Engine No./ Chassis No. (433, 613, 552, 650)
